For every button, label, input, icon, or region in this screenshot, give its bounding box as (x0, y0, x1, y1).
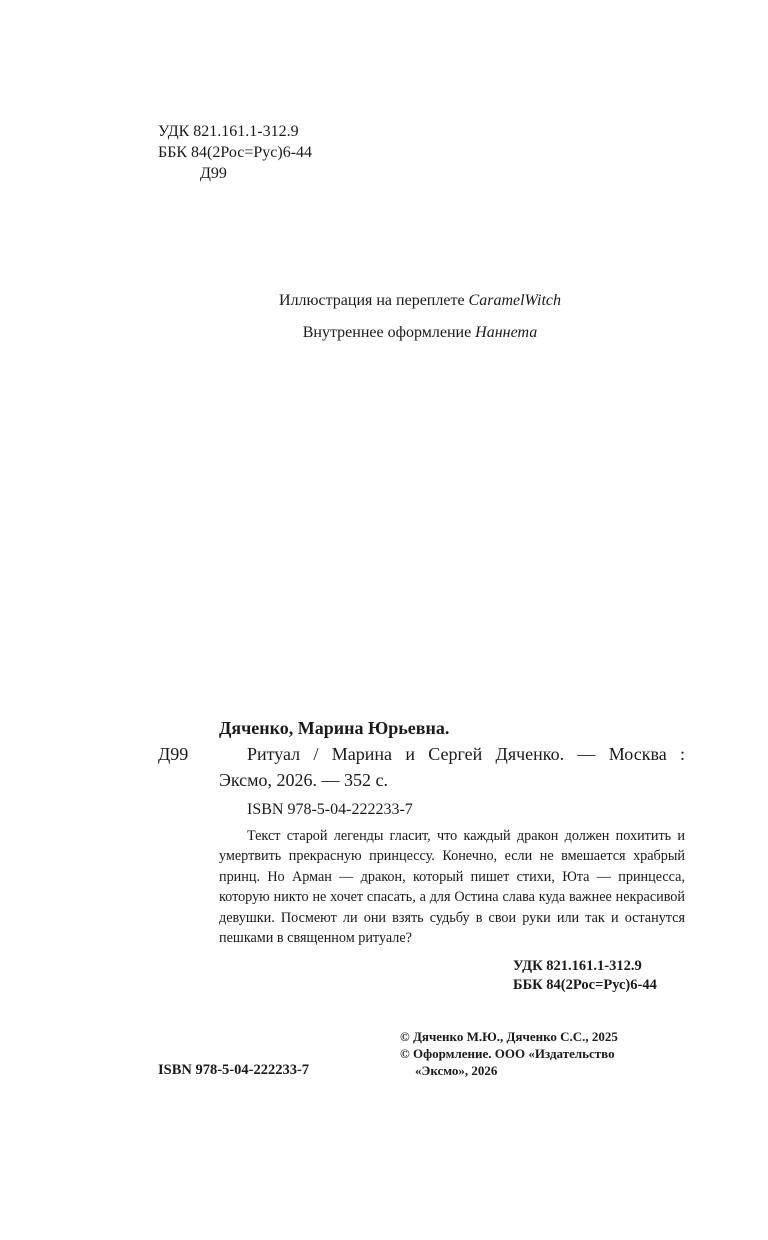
footer-isbn: ISBN 978-5-04-222233-7 (158, 1062, 310, 1078)
bbk-code: ББК 84(2Рос=Рус)6-44 (158, 144, 313, 161)
title-line-1: Ритуал / Марина и Сергей Дяченко. — Москва : (247, 744, 685, 764)
catalog-isbn: ISBN 978-5-04-222233-7 (247, 801, 413, 818)
copyright-line-1: © Дяченко М.Ю., Дяченко С.С., 2025 (400, 1029, 618, 1044)
design-artist: Наннета (475, 324, 538, 341)
catalog-udk: УДК 821.161.1-312.9 (513, 958, 642, 974)
copyright-line-2: © Оформление. ООО «Издательство (400, 1046, 615, 1061)
cover-credit-label: Иллюстрация на переплете (279, 292, 465, 309)
catalog-bbk: ББК 84(2Рос=Рус)6-44 (513, 977, 657, 993)
cover-credit (0, 292, 768, 310)
udk-code: УДК 821.161.1-312.9 (158, 123, 299, 140)
design-credit (0, 324, 768, 342)
cover-artist: CaramelWitch (468, 292, 561, 309)
title-line-2: Эксмо, 2026. — 352 с. (219, 770, 389, 790)
author-heading: Дяченко, Марина Юрьевна. (219, 718, 450, 738)
author-mark: Д99 (200, 165, 227, 182)
catalog-author-mark: Д99 (158, 744, 189, 764)
design-credit-label: Внутреннее оформление (302, 324, 472, 341)
annotation: Текст старой легенды гласит, что каждый дракон должен похитить и умертвить прекрасную принцессу. Конечно, если не вмешается храбрый принц. Но Арман — дракон, который пишет стихи, Юта — принцесса, которую никто не хочет спасать, а для Остина слава куда важнее некрасивой девушки. Посмеют ли они взять судьбу в свои руки или так и останутся пешками в священном ритуале? (219, 828, 685, 947)
copyright-line-3: «Эксмо», 2026 (415, 1063, 498, 1078)
